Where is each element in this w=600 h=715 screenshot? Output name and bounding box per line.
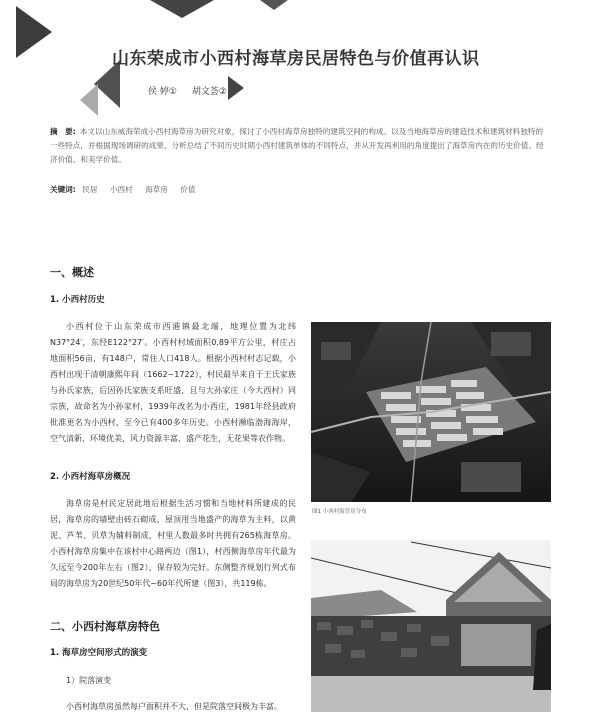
- section-heading: 二、小西村海草房特色: [50, 620, 160, 633]
- subsection-heading: 1. 小西村历史: [50, 295, 105, 305]
- decorative-triangle-top: [150, 0, 214, 18]
- decorative-triangle-title-left-light: [80, 84, 98, 116]
- decorative-triangle-left: [16, 6, 52, 58]
- body-paragraph: 海草房是村民定居此地后根据生活习惯和当地材料所建成的民居，海草房的墙壁由砖石砌成，屋顶用当地盛产的海草为主料，以黄泥、芦苇、贝草为辅料制成，村里人数最多时共拥有265栋海草房。小西村海草房集中在该村中心路两边（图1），村西侧海草房年代最为久远至今200年左右（图2），保存较为完好。东侧整齐规划行列式布局的海草房为20世纪50年代~60年代所建（图3），共119栋。: [50, 499, 296, 588]
- body-paragraph: 小西村位于山东荣成市西港镇最北端，地理位置为北纬N37°24′，东经E122°27′。小西村村域面积0.89平方公里，村庄占地面积56亩，有148户，常住人口418人。根据小西村村志记载，小西村出现于清朝康熙年间（1662~1722），村民最早来自于王氏家族与孙氏家族，后因孙氏家族支系旺盛，且与大孙家庄（今大西村）同宗族，故命名为小孙家村，1939年改名为小西庄，1981年经县政府批准更名为小西村，至今已有400多年历史。小西村濒临渤海海岸，空气清新，环境优美，风力资源丰富，盛产花生，无花果等农作物。: [50, 322, 296, 443]
- authors: [148, 84, 239, 97]
- abstract-text: 本文以山东威海荣成小西村海草房为研究对象，探讨了小西村海草房独特的建筑空间的构成、以及当地海草房的建造技术和建筑材料独特的一些特点，并根据现场调研的成果，分析总结了不同历史时期小西村建筑单体的不同特点，并从开发再利用的角度提出了海草房内在的历史价值、经济价值、和美学价值。: [50, 127, 544, 164]
- keyword: 价值: [180, 185, 196, 194]
- subsection-heading: 2. 小西村海草房概况: [50, 472, 131, 482]
- author-2: 胡文荟②: [191, 87, 227, 97]
- keyword: 海草房: [145, 185, 168, 194]
- decorative-triangle-top-right: [260, 0, 288, 10]
- list-item-heading: 1）院落演变: [66, 676, 112, 685]
- seaweed-house-photo: [311, 540, 551, 712]
- aerial-village-photo: [311, 322, 551, 502]
- abstract-label: 摘 要:: [50, 127, 76, 136]
- keyword: 民居: [82, 185, 98, 194]
- body-paragraph: 小西村海草房虽然每户面积并不大，但是院落空间极为丰富。: [66, 702, 282, 711]
- abstract: [50, 125, 544, 167]
- keywords: [50, 184, 205, 195]
- keywords-label: 关键词:: [50, 185, 76, 194]
- author-1: 侯 婷①: [148, 87, 177, 97]
- keyword: 小西村: [109, 185, 133, 194]
- subsection-heading: 1. 海草房空间形式的演变: [50, 648, 148, 658]
- paper-title: 山东荣成市小西村海草房民居特色与价值再认识: [112, 49, 480, 69]
- section-heading: 一、概述: [50, 266, 94, 279]
- figure-caption: 图1 小西村海草房分布: [312, 509, 367, 515]
